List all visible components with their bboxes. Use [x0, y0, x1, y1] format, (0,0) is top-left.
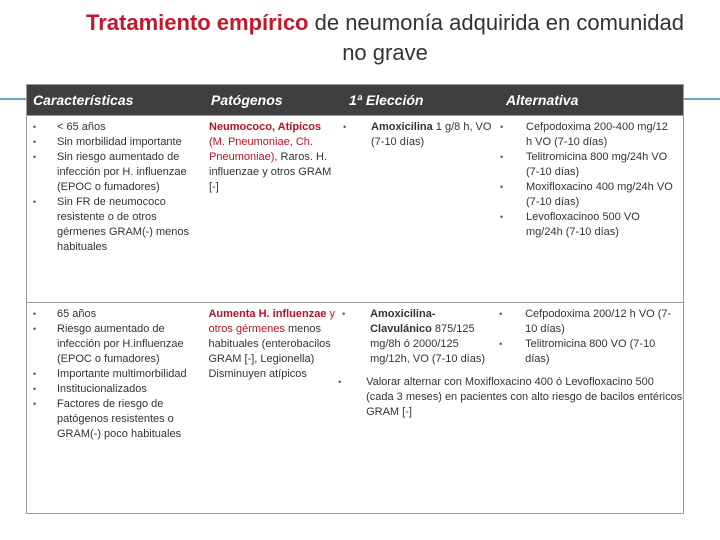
- list-item: • Cefpodoxima 200-400 mg/12 h VO (7-10 días): [498, 120, 677, 150]
- pathogens-strong: Aumenta H. influenzae: [208, 308, 327, 320]
- list-item: • Cefpodoxima 200/12 h VO (7-10 días): [497, 307, 677, 337]
- drug-dose: 875/125 mg/8h ó 2000/125 mg/12h, VO (7-10 días): [370, 323, 486, 365]
- list-item: [341, 120, 494, 150]
- list-item: • < 65 años: [31, 120, 203, 135]
- title-highlight: Tratamiento empírico: [85, 10, 309, 35]
- pathogens-strong: Neumococo, Atípicos: [209, 121, 322, 133]
- decorative-rule-right: [684, 98, 720, 100]
- list-item: • Importante multimorbilidad: [31, 367, 202, 382]
- header-alternative: Alternativa: [506, 92, 579, 108]
- first-choice-cell: [336, 303, 493, 367]
- list-item: [340, 307, 493, 367]
- pathogens-cell: [203, 116, 337, 302]
- first-choice-cell: [337, 116, 494, 302]
- list-item: • Factores de riesgo de patógenos resistentes o GRAM(-) poco habituales: [31, 397, 202, 442]
- decorative-rule-left: [0, 98, 26, 100]
- list-item: • Levofloxacinoo 500 VO mg/24h (7-10 días): [498, 210, 677, 240]
- table-row: [27, 303, 683, 515]
- treatment-span: [336, 303, 683, 515]
- alternative-cell: [494, 116, 683, 302]
- header-characteristics: Características: [33, 92, 134, 108]
- title-rest: de neumonía adquirida en comunidad no grave: [308, 10, 684, 65]
- pathogens-red: (M. Pneumoniae, Ch. Pneumoniae),: [209, 136, 313, 163]
- drug-dose: 1 g/8 h, VO (7-10 días): [371, 121, 492, 148]
- pathogens-normal: menos habituales (enterobacilos GRAM [-], Legionella) Disminuyen atípicos: [208, 323, 331, 380]
- pathogens-cell: [202, 303, 336, 515]
- pathogens-normal: Raros. H. influenzae y otros GRAM [-]: [209, 151, 332, 193]
- list-item: • Riesgo aumentado de infección por H.influenzae (EPOC o fumadores): [31, 322, 202, 367]
- list-item: • Telitromicina 800 VO (7-10 días): [497, 337, 677, 367]
- alternative-cell: [493, 303, 683, 367]
- table-header: [27, 85, 683, 116]
- header-pathogens: Patógenos: [211, 92, 283, 108]
- list-item: • 65 años: [31, 307, 202, 322]
- characteristics-cell: [27, 116, 203, 302]
- header-first-choice: 1ª Elección: [349, 92, 424, 108]
- table-row: [27, 116, 683, 303]
- drug-name: Amoxicilina-Clavulánico: [370, 308, 436, 335]
- list-item: • Sin riesgo aumentado de infección por H. influenzae (EPOC o fumadores): [31, 150, 203, 195]
- characteristics-cell: [27, 303, 202, 515]
- list-item: • Sin morbilidad importante: [31, 135, 203, 150]
- treatment-table: [26, 84, 684, 514]
- pathogens-red: y otros gérmenes: [208, 308, 335, 335]
- drug-name: Amoxicilina: [371, 121, 433, 133]
- list-item: • Telitromicina 800 mg/24h VO (7-10 días): [498, 150, 677, 180]
- list-item: • Moxifloxacino 400 mg/24h VO (7-10 días): [498, 180, 677, 210]
- note-text: • Valorar alternar con Moxifloxacino 400 ó Levofloxacino 500 (cada 3 meses) en pacientes con alto riesgo de bacilos entéricos GRAM [-]: [336, 375, 683, 420]
- slide-title: [80, 8, 690, 68]
- list-item: • Institucionalizados: [31, 382, 202, 397]
- list-item: • Sin FR de neumococo resistente o de otros gérmenes GRAM(-) menos habituales: [31, 195, 203, 255]
